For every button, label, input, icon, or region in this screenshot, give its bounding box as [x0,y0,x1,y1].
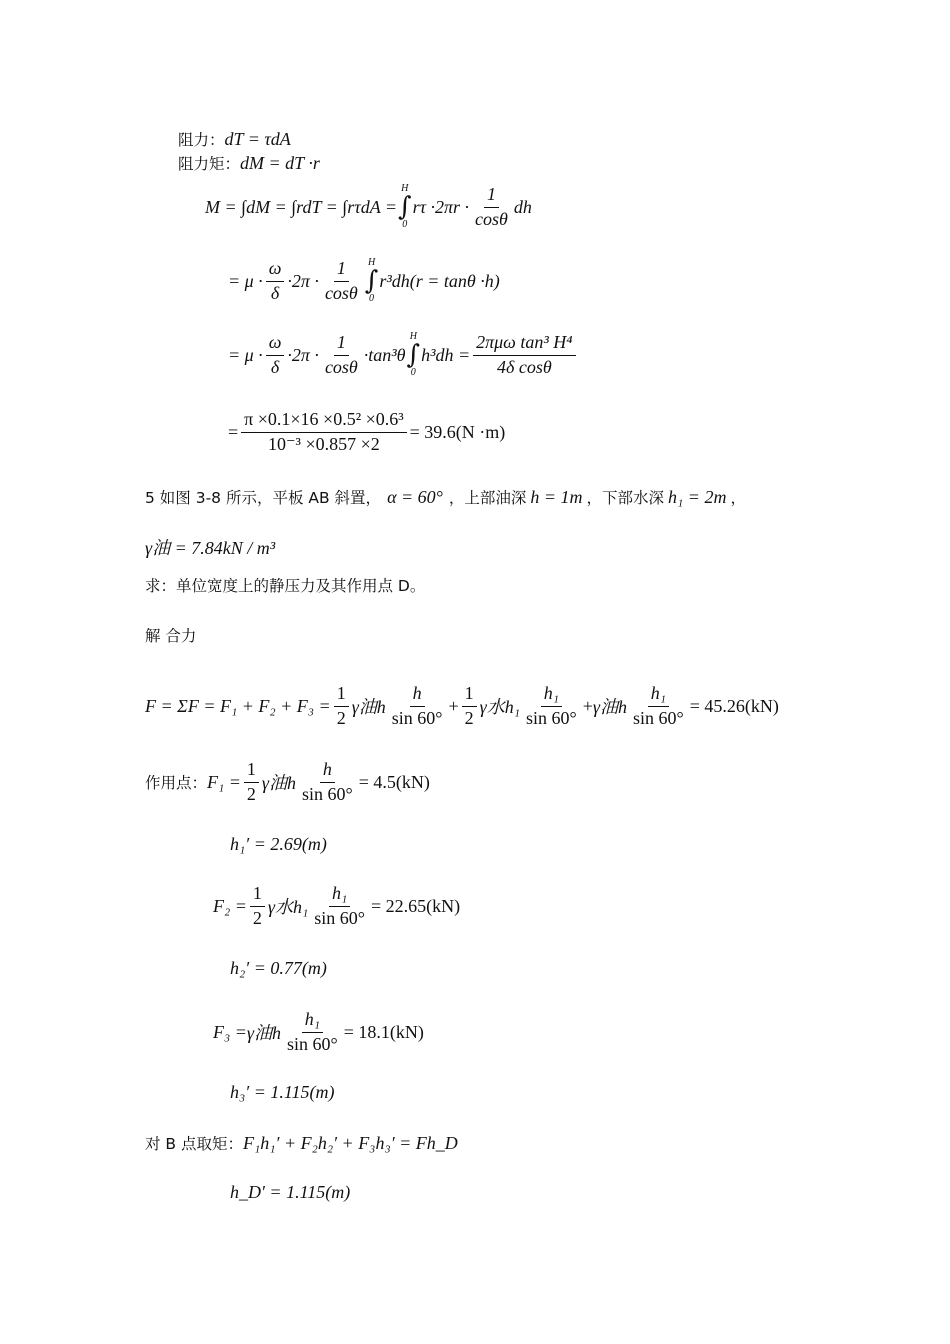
h1-prime-line: h₁′ = 2.69(m) [230,834,327,854]
question-line: 求：单位宽度上的静压力及其作用点 D。 [145,577,426,595]
h1-over-sin-f2: $\frac{\text{h₁}}{\sin 60^\circ}$ [314,883,365,928]
f3-line: F₃ = γ油h $\frac{\text{h₁}}{\sin 60^\circ}$ = 18.1(kN) [213,1009,424,1054]
one-over-cos-fraction-3: $\frac{1}{\cos\theta}$ [324,331,358,377]
half-fraction-2: $\frac{1}{2}$ [462,684,477,729]
total-force-result: = 45.26(kN) [689,695,779,716]
drag-moment-line [178,152,320,174]
moment-about-b-line: 对 B 点取矩： F₁h₁′ + F₂h₂′ + F₃h₃′ = Fh_D [145,1132,458,1153]
drag-force-label: 阻力： [178,131,225,149]
moment-step3-line: = μ · $\frac{\omega}{\delta}$ ·2π · $\frac{1}{\cos\theta}$ ·tan³θ H ∫ 0 h³dh = $\frac{\text{2πμω tan³ H⁴}}{\text{4δ cosθ}}$ [228,332,579,378]
omega-over-delta: $\frac{\omega}{\delta}$ [266,259,285,304]
total-force-line: F = ΣF = F₁ + F₂ + F₃ = $\frac{1}{2}$ γ油h $\frac{h}{\sin 60^\circ}$ + $\frac{1}{2}$ γ水h₁ $\frac{\text{h₁}}{\sin 60^\circ}$ + γ油h $\frac{\text{h₁}}{\sin 60^\circ}$ = 45.26(kN) [145,683,779,728]
moment-numeric-line: = $\frac{\text{π ×0.1×16 ×0.5² ×0.6³}}{\text{10⁻³ ×0.857 ×2}}$ = 39.6(N ·m) [228,409,506,454]
problem-5-statement: 5 如图 3-8 所示，平板 AB 斜置， α = 60° ，上部油深 h = 1m ，下部水深 h₁ = 2m ， [145,486,746,507]
h2-prime-line: h₂′ = 0.77(m) [230,958,327,978]
h1-over-sin-f3: $\frac{\text{h₁}}{\sin 60^\circ}$ [287,1009,338,1054]
half-fraction-1: $\frac{1}{2}$ [334,684,349,729]
h3-prime-line: h₃′ = 1.115(m) [230,1082,335,1102]
drag-moment-formula: dM = dT ·r [240,152,320,173]
half-fraction-f1: $\frac{1}{2}$ [244,760,259,805]
drag-force-formula: dT = τdA [224,128,291,149]
integrand: rτ ·2πr · [412,196,470,217]
integral-sign-3: H ∫ 0 [406,331,421,378]
omega-over-delta-2: $\frac{\omega}{\delta}$ [266,333,285,378]
moment-integral-line [205,184,532,230]
h1-over-sin-2: $\frac{\text{h₁}}{\sin 60^\circ}$ [632,683,684,728]
drag-force-line [178,128,291,150]
h-over-sin-f1: $\frac{h}{\sin 60^\circ}$ [302,759,353,804]
integral-sign-2: H ∫ 0 [364,257,379,304]
moment-step2-line: = μ · $\frac{\omega}{\delta}$ ·2π · $\frac{1}{\cos\theta}$ H ∫ 0 r³dh(r = tanθ ·h) [228,257,500,304]
moment-result-fraction: $\frac{\text{2πμω tan³ H⁴}}{\text{4δ cosθ}}$ [473,333,575,378]
dh-term: dh [513,196,532,217]
h1-over-sin-1: $\frac{\text{h₁}}{\sin 60^\circ}$ [526,683,577,728]
h-over-sin-1: $\frac{h}{\sin 60^\circ}$ [391,683,443,728]
f2-line: F₂ = $\frac{1}{2}$ γ水h₁ $\frac{\text{h₁}}{\sin 60^\circ}$ = 22.65(kN) [213,883,461,928]
drag-moment-label: 阻力矩： [178,155,241,173]
numeric-fraction: $\frac{\text{π ×0.1×16 ×0.5² ×0.6³}}{\text{10⁻³ ×0.857 ×2}}$ [241,410,407,455]
f1-line: 作用点： F₁ = $\frac{1}{2}$ γ油h $\frac{h}{\sin 60^\circ}$ = 4.5(kN) [145,759,430,804]
one-over-cos-fraction: $\frac{1}{\cos\theta}$ [475,183,508,229]
half-fraction-f2: $\frac{1}{2}$ [250,884,265,929]
moment-lhs: M = ∫dM = ∫rdT = ∫rτdA = [205,196,398,217]
moment-numeric-result: = 39.6(N ·m) [409,421,506,442]
integral-sign: H ∫ 0 [398,183,412,230]
oil-specific-weight: γ油 = 7.84kN / m³ [145,538,276,558]
solution-heading: 解 合力 [145,627,197,645]
hd-prime-line: h_D′ = 1.115(m) [230,1182,351,1202]
one-over-cos-fraction-2: $\frac{1}{\cos\theta}$ [324,257,358,303]
